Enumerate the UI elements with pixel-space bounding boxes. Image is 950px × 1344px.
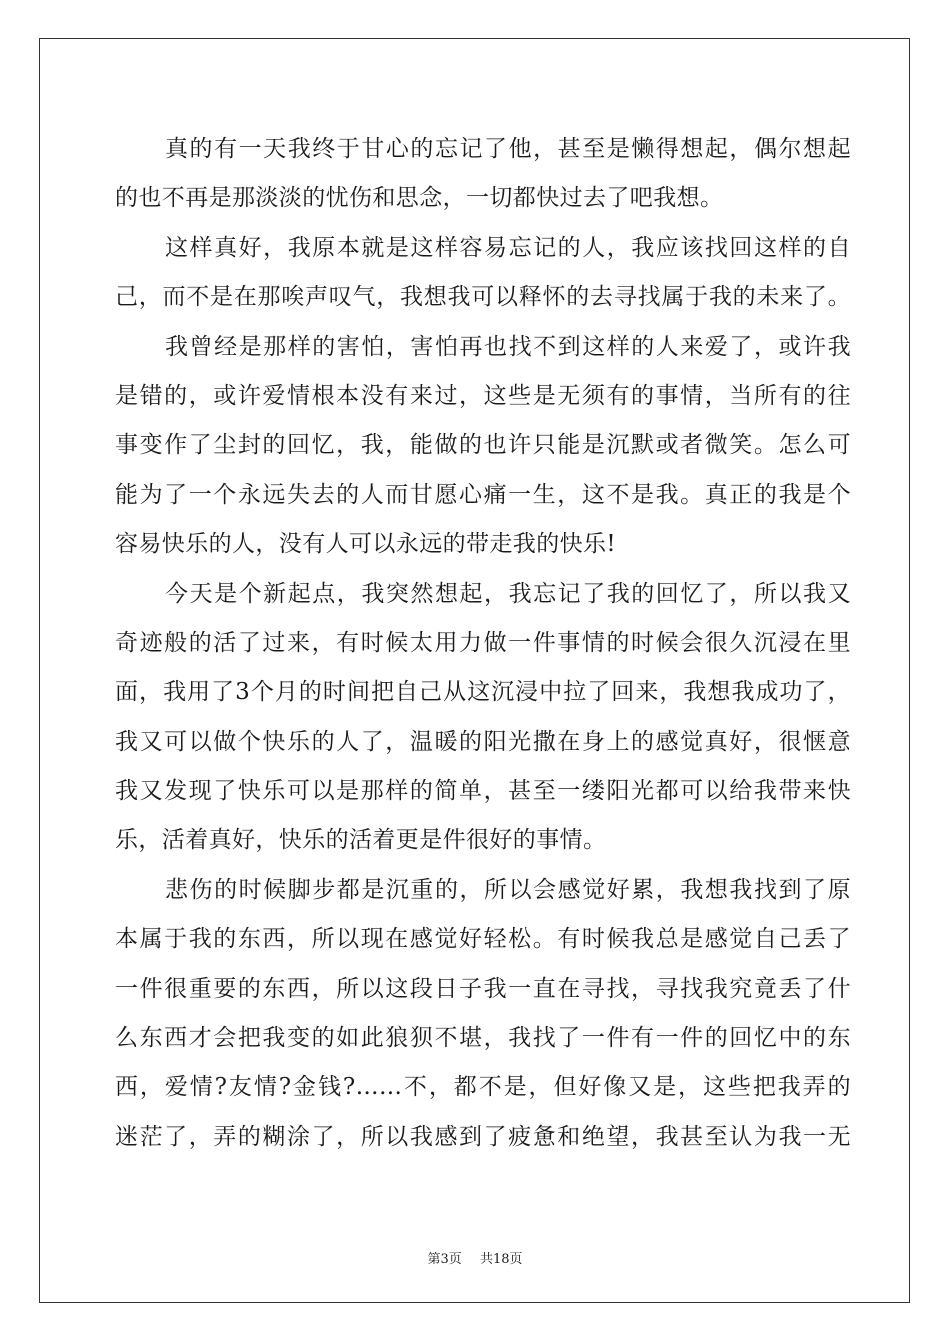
text-line: 西，爱情?友情?金钱?……不，都不是，但好像又是，这些把我弄的 bbox=[115, 1074, 851, 1101]
text-line: 能为了一个永远失去的人而甘愿心痛一生，这不是我。真正的我是个 bbox=[115, 481, 851, 508]
text-line: 我曾经是那样的害怕，害怕再也找不到这样的人来爱了，或许我 bbox=[165, 333, 851, 360]
text-line: 我又发现了快乐可以是那样的简单，甚至一缕阳光都可以给我带来快 bbox=[115, 778, 851, 805]
text-line: 事变作了尘封的回忆，我，能做的也许只能是沉默或者微笑。怎么可 bbox=[115, 432, 851, 459]
text-line: 这样真好，我原本就是这样容易忘记的人，我应该找回这样的自 bbox=[165, 234, 851, 261]
text-line: 是错的，或许爱情根本没有来过，这些是无须有的事情，当所有的往 bbox=[115, 382, 851, 409]
text-line: 我又可以做个快乐的人了，温暖的阳光撒在身上的感觉真好，很惬意 bbox=[115, 728, 851, 755]
document-body bbox=[115, 125, 851, 1162]
text-line: 一件很重要的东西，所以这段日子我一直在寻找，寻找我究竟丢了什 bbox=[115, 975, 851, 1002]
text-line: 迷茫了，弄的糊涂了，所以我感到了疲惫和绝望，我甚至认为我一无 bbox=[115, 1123, 851, 1150]
text-line: 面，我用了3个月的时间把自己从这沉浸中拉了回来，我想我成功了， bbox=[115, 679, 851, 706]
text-line: 己，而不是在那唉声叹气，我想我可以释怀的去寻找属于我的未来了。 bbox=[115, 284, 851, 311]
text-line: 今天是个新起点，我突然想起，我忘记了我的回忆了，所以我又 bbox=[165, 580, 851, 607]
text-line: 乐，活着真好，快乐的活着更是件很好的事情。 bbox=[115, 827, 607, 854]
text-line: 的也不再是那淡淡的忧伤和思念，一切都快过去了吧我想。 bbox=[115, 185, 724, 212]
total-pages-label: 共18页 bbox=[480, 1252, 523, 1267]
text-line: 奇迹般的活了过来，有时候太用力做一件事情的时候会很久沉浸在里 bbox=[115, 629, 851, 656]
text-line: 么东西才会把我变的如此狼狈不堪，我找了一件有一件的回忆中的东 bbox=[115, 1025, 851, 1052]
page-footer bbox=[0, 1248, 950, 1267]
text-line: 本属于我的东西，所以现在感觉好轻松。有时候我总是感觉自己丢了 bbox=[115, 926, 851, 953]
text-line: 悲伤的时候脚步都是沉重的，所以会感觉好累，我想我找到了原 bbox=[165, 876, 851, 903]
current-page-label: 第3页 bbox=[427, 1252, 462, 1267]
text-line: 容易快乐的人，没有人可以永远的带走我的快乐! bbox=[115, 531, 617, 558]
text-line: 真的有一天我终于甘心的忘记了他，甚至是懒得想起，偶尔想起 bbox=[165, 136, 851, 162]
